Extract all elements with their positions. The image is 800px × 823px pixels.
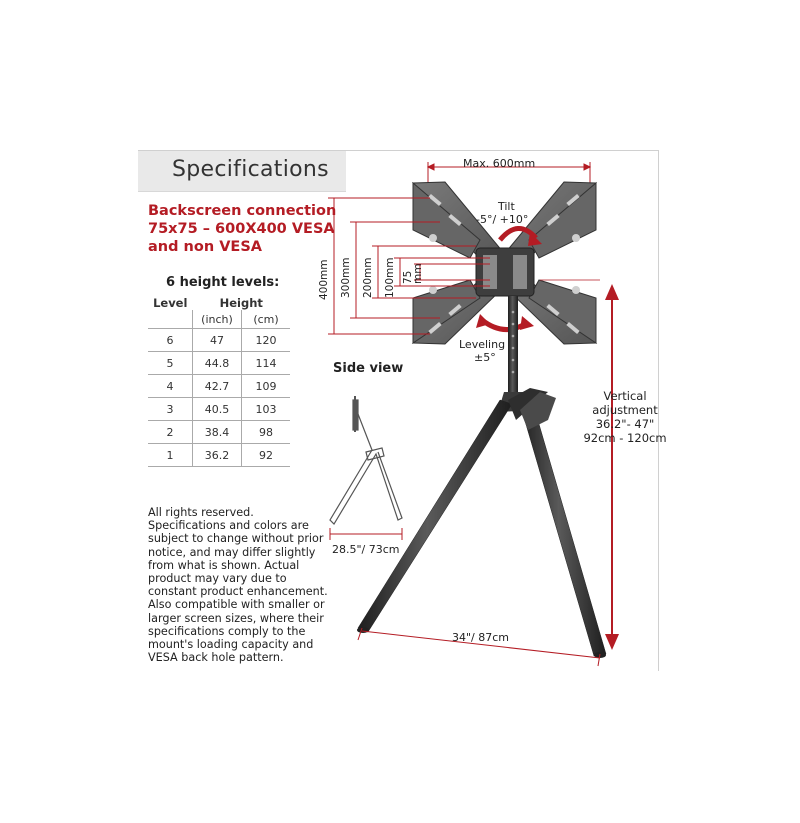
center-pole bbox=[508, 296, 518, 396]
leveling-arrow-icon bbox=[476, 314, 534, 330]
rights-line: mount's loading capacity and bbox=[148, 638, 314, 652]
side-view-heading: Side view bbox=[333, 361, 404, 376]
rights-line: VESA back hole pattern. bbox=[148, 651, 284, 665]
dim-200-label: 200mm bbox=[362, 257, 374, 298]
rights-line: constant product enhancement. bbox=[148, 585, 328, 599]
level-cell: 4 bbox=[148, 375, 193, 398]
rights-line: subject to change without prior bbox=[148, 532, 324, 546]
height-levels-heading: 6 height levels: bbox=[166, 275, 280, 290]
subtitle-line: Backscreen connection bbox=[148, 203, 337, 219]
inch-cell: 40.5 bbox=[193, 398, 242, 421]
inch-cell: 42.7 bbox=[193, 375, 242, 398]
col-height: Height bbox=[219, 296, 263, 310]
cm-cell: 109 bbox=[242, 375, 291, 398]
rights-line: Specifications and colors are bbox=[148, 519, 309, 533]
vadj-line: adjustment bbox=[592, 403, 658, 417]
dim-75-label: 75 bbox=[402, 270, 414, 284]
inch-cell: 36.2 bbox=[193, 444, 242, 467]
rights-line: larger screen sizes, where their bbox=[148, 611, 324, 625]
level-cell: 1 bbox=[148, 444, 193, 467]
level-cell: 3 bbox=[148, 398, 193, 421]
level-cell: 2 bbox=[148, 421, 193, 444]
dim-300-label: 300mm bbox=[340, 257, 352, 298]
tripod-legs bbox=[357, 388, 606, 658]
cm-cell: 92 bbox=[242, 444, 291, 467]
cm-cell: 120 bbox=[242, 329, 291, 352]
rights-line: Also compatible with smaller or bbox=[148, 598, 325, 612]
cm-cell: 114 bbox=[242, 352, 291, 375]
leveling-label: Leveling bbox=[459, 338, 506, 351]
level-cell: 5 bbox=[148, 352, 193, 375]
page-title: Specifications bbox=[172, 157, 329, 182]
dim-75-unit: mm bbox=[412, 263, 424, 284]
col-cm: (cm) bbox=[253, 312, 279, 326]
vadj-line: Vertical bbox=[603, 389, 647, 403]
rights-line: specifications comply to the bbox=[148, 624, 306, 638]
col-level: Level bbox=[153, 296, 188, 310]
dim-400-label: 400mm bbox=[318, 259, 330, 300]
rights-line: notice, and may differ slightly bbox=[148, 545, 316, 559]
inch-cell: 38.4 bbox=[193, 421, 242, 444]
inch-cell: 47 bbox=[193, 329, 242, 352]
tilt-label: Tilt bbox=[498, 200, 515, 213]
cm-cell: 103 bbox=[242, 398, 291, 421]
leveling-value: ±5° bbox=[474, 351, 496, 364]
tilt-value: -5°/ +10° bbox=[476, 213, 529, 226]
inch-cell: 44.8 bbox=[193, 352, 242, 375]
vertical-adjustment-label bbox=[580, 389, 670, 445]
col-inch: (inch) bbox=[193, 310, 242, 329]
side-view-sketch bbox=[330, 396, 402, 540]
rights-line: from what is shown. Actual bbox=[148, 558, 300, 572]
level-cell: 6 bbox=[148, 329, 193, 352]
dim-100-label: 100mm bbox=[384, 257, 396, 298]
side-depth-label: 28.5"/ 73cm bbox=[332, 543, 400, 556]
max-width-label: Max. 600mm bbox=[463, 157, 536, 170]
rights-line: All rights reserved. bbox=[148, 506, 254, 519]
rights-line: product may vary due to bbox=[148, 572, 287, 586]
cm-cell: 98 bbox=[242, 421, 291, 444]
vadj-line: 92cm - 120cm bbox=[583, 431, 667, 445]
base-width-label: 34"/ 87cm bbox=[452, 631, 510, 644]
vadj-line: 36.2"- 47" bbox=[595, 417, 655, 431]
subtitle-line: and non VESA bbox=[148, 239, 262, 255]
subtitle-line: 75x75 – 600X400 VESA bbox=[148, 221, 335, 237]
